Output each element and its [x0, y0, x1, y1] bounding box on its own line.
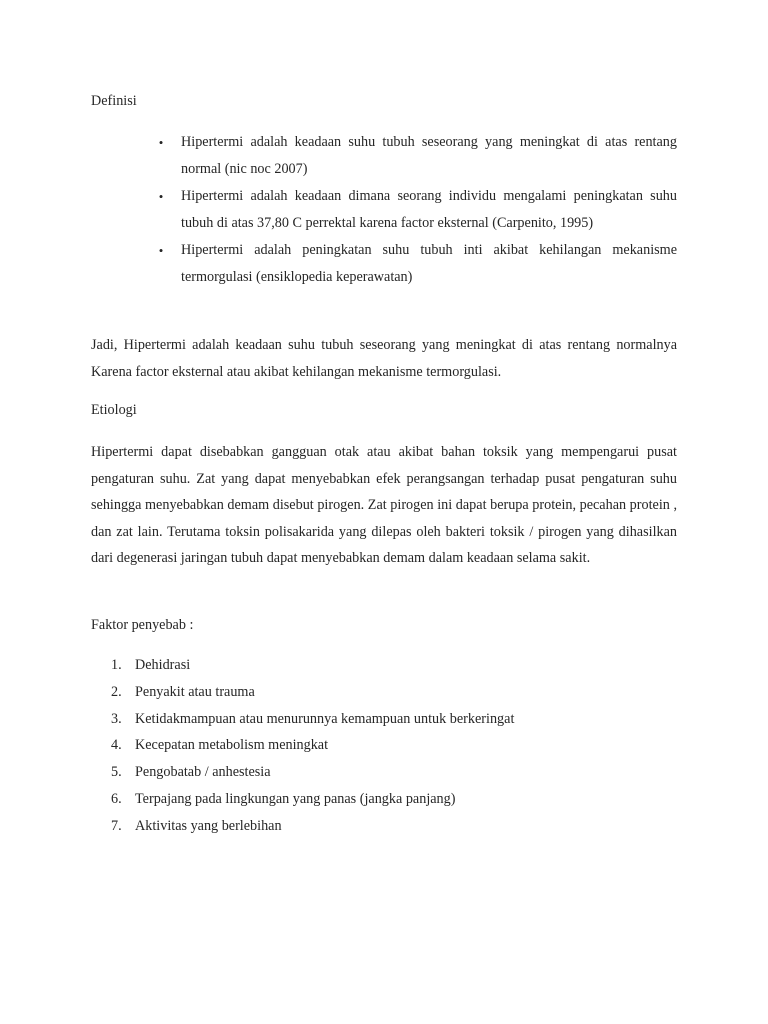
list-text: Penyakit atau trauma — [135, 683, 255, 700]
list-number: 3. — [111, 710, 122, 727]
list-item — [111, 679, 631, 706]
list-item — [111, 732, 631, 759]
bullet-icon: • — [158, 135, 164, 150]
list-number: 6. — [111, 790, 122, 807]
list-number: 1. — [111, 657, 122, 673]
list-text: Pengobatab / anhestesia — [135, 764, 271, 781]
etiologi-heading: Etiologi — [91, 402, 137, 418]
list-item — [156, 237, 677, 291]
bullet-icon: • — [158, 243, 164, 258]
faktor-numbered-list — [111, 652, 631, 840]
list-item — [111, 652, 631, 679]
definisi-heading: Definisi — [91, 93, 137, 109]
kesimpulan-paragraph: Jadi, Hipertermi adalah keadaan suhu tubuh seseorang yang meningkat di atas rentang normalnya Karena factor eksternal atau akibat kehilangan mekanisme termorgulasi. — [91, 337, 677, 380]
bullet-icon: • — [158, 189, 164, 204]
etiologi-paragraph: Hipertermi dapat disebabkan gangguan otak atau akibat bahan toksik yang mempengarui pusat pengaturan suhu. Zat yang dapat menyebabkan efek perangsangan terhadap pusat pengaturan suhu sehingga menyebabkan demam disebut pirogen. Zat pirogen ini dapat berupa protein, pecahan protein , dan zat lain. Terutama toksin polisakarida yang dilepas oleh bakteri toksik / pirogen yang dihasilkan dari degenerasi jaringan tubuh dapat menyebabkan demam dalam keadaan selama sakit. — [91, 444, 677, 567]
list-item — [111, 759, 631, 786]
faktor-heading: Faktor penyebab : — [91, 617, 194, 633]
bullet-text: Hipertermi adalah peningkatan suhu tubuh inti akibat kehilangan mekanisme termorgulasi (ensiklopedia keperawatan) — [181, 242, 677, 285]
list-text: Dehidrasi — [135, 657, 191, 673]
list-text: Ketidakmampuan atau menurunnya kemampuan untuk berkeringat — [135, 710, 515, 727]
definisi-bullet-list — [156, 129, 677, 291]
list-item — [111, 786, 631, 813]
list-item — [111, 813, 631, 840]
list-number: 5. — [111, 764, 122, 781]
bullet-text: Hipertermi adalah keadaan dimana seorang individu mengalami peningkatan suhu tubuh di atas 37,80 C perrektal karena factor eksternal (Carpenito, 1995) — [181, 188, 677, 231]
list-item — [156, 129, 677, 183]
list-text: Terpajang pada lingkungan yang panas (jangka panjang) — [135, 790, 456, 807]
list-number: 4. — [111, 737, 122, 754]
bullet-text: Hipertermi adalah keadaan suhu tubuh seseorang yang meningkat di atas rentang normal (nic noc 2007) — [181, 134, 677, 177]
list-number: 2. — [111, 683, 122, 700]
list-text: Kecepatan metabolism meningkat — [135, 737, 329, 754]
list-number: 7. — [111, 817, 122, 834]
list-item — [111, 706, 631, 733]
list-text: Aktivitas yang berlebihan — [135, 817, 282, 834]
list-item — [156, 183, 677, 237]
